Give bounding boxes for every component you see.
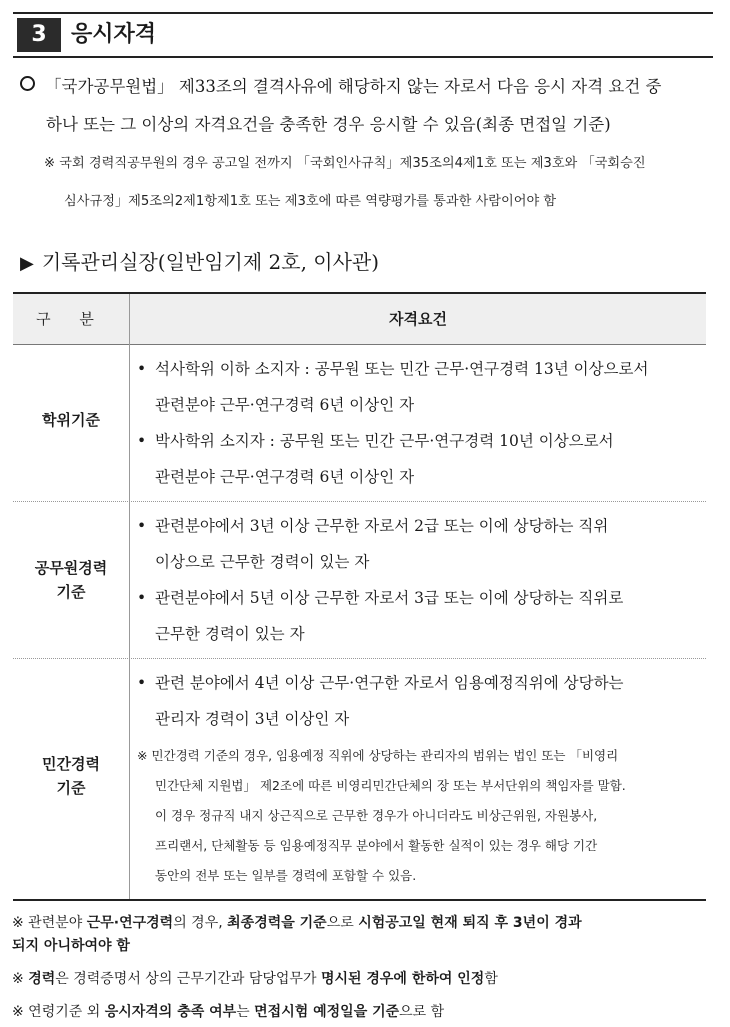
- private-career-note: 민간단체 지원법」 제2조에 따른 비영리민간단체의 장 또는 부서단위의 책임자를 말함.: [155, 778, 626, 793]
- position-subtitle: [20, 246, 379, 275]
- table-header: [13, 294, 706, 345]
- private-career-note: 동안의 전부 또는 일부를 경력에 포함할 수 있음.: [155, 868, 417, 883]
- table-row-degree: [13, 345, 706, 502]
- header-requirements: 자격요건: [389, 310, 447, 328]
- position-title: 기록관리실장(일반임기제 2호, 이사관): [41, 250, 380, 274]
- bullet-icon: •: [137, 432, 147, 450]
- requirement-item: • 석사학위 이하 소지자 : 공무원 또는 민간 근무·연구경력 13년 이상으로서: [137, 351, 703, 387]
- requirement-item-cont: 이상으로 근무한 경력이 있는 자: [155, 553, 370, 571]
- requirements-table: [13, 292, 706, 901]
- intro-line-1: 「국가공무원법」 제33조의 결격사유에 해당하지 않는 자로서 다음 응시 자격 요건 중: [45, 77, 662, 96]
- intro-paragraph: [20, 68, 720, 144]
- requirement-item-cont: 관리자 경력이 3년 이상인 자: [155, 710, 350, 728]
- bullet-icon: •: [137, 360, 147, 378]
- circle-bullet-icon: [20, 76, 35, 91]
- section-title: 응시자격: [71, 22, 157, 47]
- requirement-item: • 관련분야에서 3년 이상 근무한 자로서 2급 또는 이에 상당하는 직위: [137, 508, 703, 544]
- row-content-degree: [137, 351, 703, 495]
- section-header: [13, 12, 713, 58]
- private-career-note: 프리랜서, 단체활동 등 임용예정직무 분야에서 활동한 실적이 있는 경우 해당 기간: [155, 838, 598, 853]
- table-row-private-career: [13, 659, 706, 897]
- intro-note-line-1: ※ 국회 경력직공무원의 경우 공고일 전까지 「국회인사규칙」제35조의4제1호 또는 제3호와 「국회승진: [44, 156, 646, 171]
- private-career-note: 이 경우 정규직 내지 상근직으로 근무한 경우가 아니더라도 비상근위원, 자원봉사,: [155, 808, 598, 823]
- header-category: 구 분: [36, 310, 106, 328]
- section-number: 3: [17, 18, 61, 52]
- triangle-right-icon: ▶: [20, 253, 34, 274]
- row-content-public-career: [137, 508, 703, 652]
- footnote-3: ※ 연령기준 외 응시자격의 충족 여부는 면접시험 예정일을 기준으로 함: [12, 1004, 445, 1020]
- bullet-icon: •: [137, 517, 147, 535]
- row-label-public-career: 공무원경력 기준: [34, 559, 108, 601]
- row-content-private-career: [137, 665, 703, 891]
- bullet-icon: •: [137, 674, 147, 692]
- footnote-1-cont: 되지 아니하여야 함: [12, 938, 130, 954]
- requirement-item: • 관련 분야에서 4년 이상 근무·연구한 자로서 임용예정직위에 상당하는: [137, 665, 703, 701]
- intro-note-line-2: 심사규정」제5조의2제1항제1호 또는 제3호에 따른 역량평가를 통과한 사람이어야 함: [64, 194, 557, 209]
- intro-line-2: 하나 또는 그 이상의 자격요건을 충족한 경우 응시할 수 있음(최종 면접일 기준): [46, 115, 611, 134]
- footnote-1: ※ 관련분야 근무·연구경력의 경우, 최종경력을 기준으로 시험공고일 현재 퇴직 후 3년이 경과: [12, 915, 582, 931]
- footnotes: [12, 912, 722, 1024]
- row-label-private-career: 민간경력 기준: [42, 755, 100, 797]
- bullet-icon: •: [137, 589, 147, 607]
- private-career-note: ※ 민간경력 기준의 경우, 임용예정 직위에 상당하는 관리자의 범위는 법인 또는 「비영리: [137, 748, 619, 763]
- requirement-item-cont: 근무한 경력이 있는 자: [155, 625, 305, 643]
- requirement-item-cont: 관련분야 근무·연구경력 6년 이상인 자: [155, 468, 415, 486]
- footnote-2: ※ 경력은 경력증명서 상의 근무기간과 담당업무가 명시된 경우에 한하여 인정함: [12, 971, 498, 987]
- requirement-item-cont: 관련분야 근무·연구경력 6년 이상인 자: [155, 396, 415, 414]
- requirement-item: • 관련분야에서 5년 이상 근무한 자로서 3급 또는 이에 상당하는 직위로: [137, 580, 703, 616]
- table-row-public-career: [13, 502, 706, 659]
- requirement-item: • 박사학위 소지자 : 공무원 또는 민간 근무·연구경력 10년 이상으로서: [137, 423, 703, 459]
- row-label-degree: 학위기준: [42, 411, 100, 429]
